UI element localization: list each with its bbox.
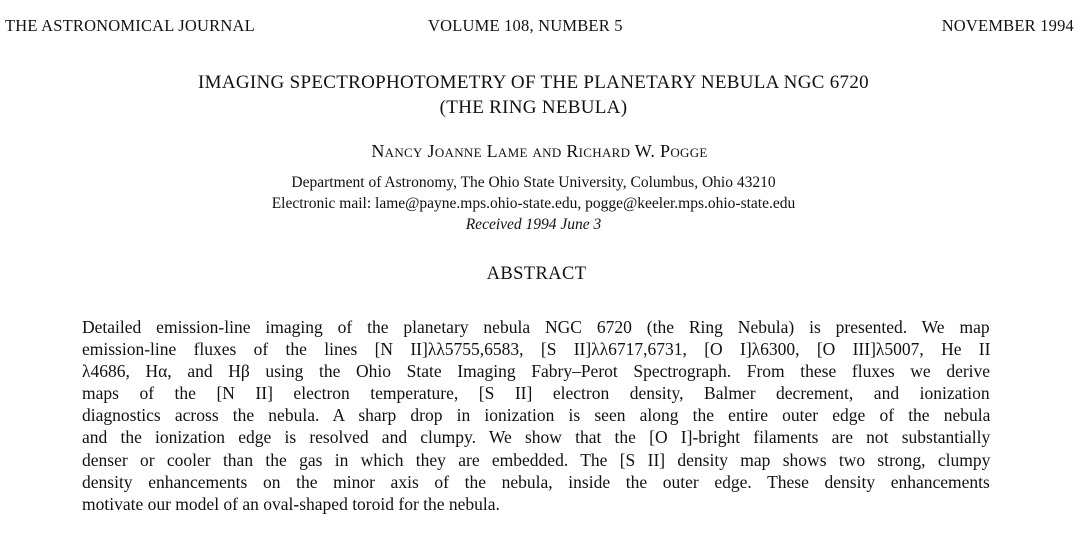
author-names: Nancy Joanne Lame and Richard W. Pogge — [371, 141, 708, 161]
running-header — [0, 16, 1081, 38]
abstract-line: Detailed emission-line imaging of the planetary nebula NGC 6720 (the Ring Nebula) is presented. We map — [82, 317, 990, 337]
volume-number: VOLUME 108, NUMBER 5 — [428, 16, 623, 35]
abstract-line: denser or cooler than the gas in which they are embedded. The [S II] density map shows two strong, clumpy — [82, 449, 991, 470]
abstract-line: density enhancements on the minor axis of the nebula, inside the outer edge. These density enhancements — [82, 471, 990, 492]
department: Department of Astronomy, The Ohio State University, Columbus, Ohio 43210 — [291, 174, 776, 191]
affiliation-block — [0, 172, 1081, 235]
paper-title-line-2: (THE RING NEBULA) — [439, 97, 628, 118]
abstract-line: and the ionization edge is resolved and clumpy. We show that the [O I]-bright filaments are not substantially — [82, 427, 991, 448]
abstract-line: emission-line fluxes of the lines [N II]λλ5755,6583, [S II]λλ6717,6731, [O I]λ6300, [O III]λ5007, He II — [82, 339, 991, 360]
author-list — [0, 141, 1081, 162]
abstract-line: λ4686, Hα, and Hβ using the Ohio State Imaging Fabry–Perot Spectrograph. From these fluxes we derive — [82, 361, 991, 382]
abstract-line: maps of the [N II] electron temperature, [S II] electron density, Balmer decrement, and ionization — [82, 383, 990, 404]
abstract-line: motivate our model of an oval-shaped toroid for the nebula. — [82, 493, 500, 514]
issue-date: NOVEMBER 1994 — [941, 16, 1074, 35]
abstract-heading — [0, 264, 1081, 285]
abstract-line: diagnostics across the nebula. A sharp drop in ionization is seen along the entire outer edge of the nebula — [82, 405, 991, 426]
abstract-heading-text: ABSTRACT — [486, 264, 587, 284]
received-date: Received 1994 June 3 — [465, 216, 602, 233]
email-addresses: Electronic mail: lame@payne.mps.ohio-state.edu, pogge@keeler.mps.ohio-state.edu — [271, 195, 796, 212]
journal-name: THE ASTRONOMICAL JOURNAL — [5, 16, 255, 35]
paper-title-line-1: IMAGING SPECTROPHOTOMETRY OF THE PLANETARY NEBULA NGC 6720 — [198, 72, 869, 93]
paper-title — [0, 70, 1081, 120]
abstract-body — [82, 316, 990, 515]
